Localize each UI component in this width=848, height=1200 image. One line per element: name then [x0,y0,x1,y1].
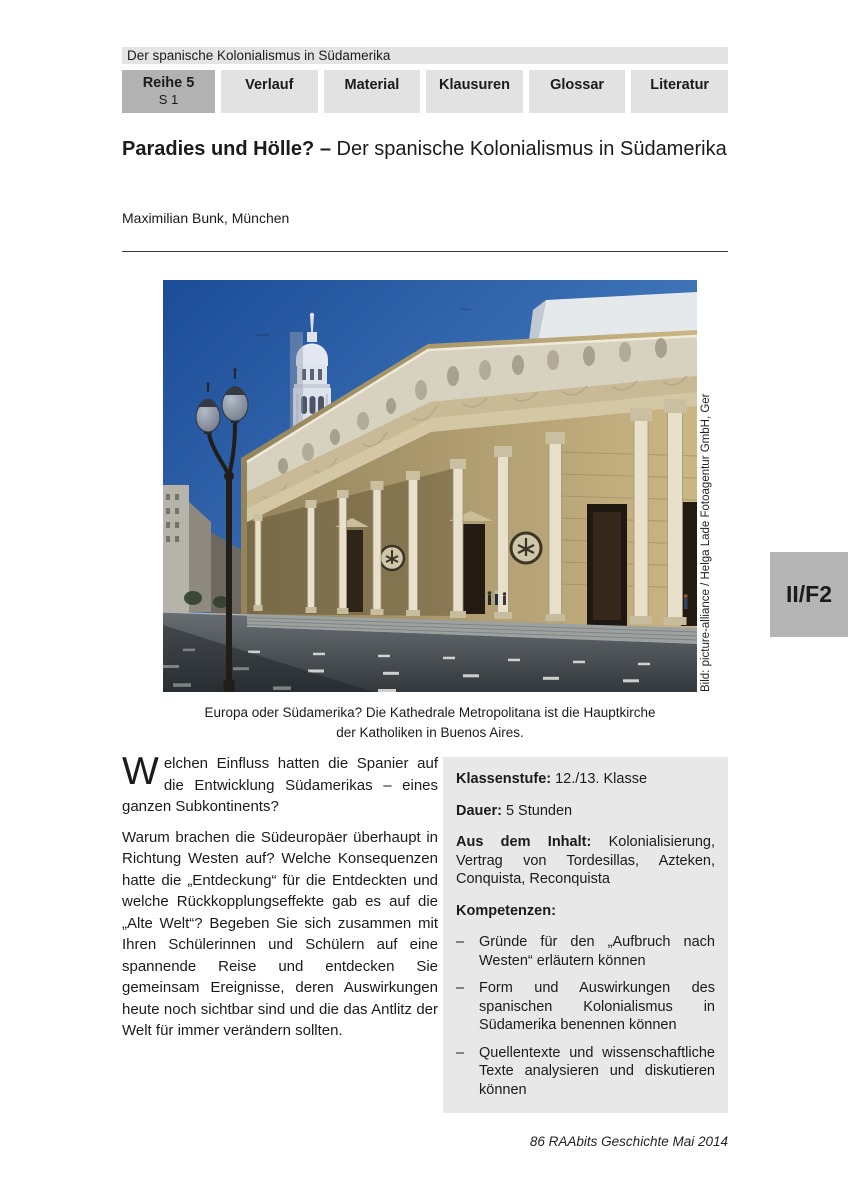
info-inhalt [456,833,715,889]
tab-reihe [122,70,215,113]
tab-glossar: Glossar [529,70,626,113]
competency-item [456,1044,715,1100]
competency-item [456,933,715,970]
page-header-strip: Der spanische Kolonialismus in Südamerika [122,47,728,64]
tab-klausuren: Klausuren [426,70,523,113]
tab-bar [122,70,728,113]
author-line: Maximilian Bunk, München [122,210,290,226]
divider-rule [122,251,728,252]
info-klassenstufe-value: 12./13. Klasse [551,771,648,787]
intro-paragraph [122,750,438,818]
competency-text: Quellentexte und wissenschaftliche Texte analysieren und diskutieren können [479,1044,715,1098]
page-title-bold: Paradies und Hölle? – [122,138,331,160]
competency-text: Gründe für den „Aufbruch nach Westen“ erläutern können [479,934,715,969]
bullet-dash: – [456,980,465,996]
info-klassenstufe [456,770,715,789]
intro-paragraph-2: Warum brachen die Südeuropäer überhaupt in Richtung Westen auf? Welche Konsequenzen hatte die „Entdeckung“ für die Entdeckten und welche Rückkopplungseffekte gab es auf die „Alte Welt“? Begeben Sie sich zusammen mit Ihren Schülerinnen und Schülern auf eine spannende Reise und entdecken Sie gemeinsam Ereignisse, deren Auswirkungen heute noch sichtbar sind und die das Antlitz der Welt für immer verändern sollten. [122,828,438,1039]
photo-caption-line1: Europa oder Südamerika? Die Kathedrale Metropolitana ist die Hauptkirche [204,705,656,720]
page-footer: 86 RAAbits Geschichte Mai 2014 [529,1134,728,1149]
dropcap: W [122,750,159,793]
tab-reihe-label: Reihe 5 [142,75,195,91]
info-kompetenzen-label: Kompetenzen: [456,902,556,919]
info-inhalt-label: Aus dem Inhalt: [456,834,592,850]
page-title-rest: Der spanische Kolonialismus in Südamerika [330,138,727,160]
info-inhalt-value: Kolonialisierung, Vertrag von Tordesillas, Azteken, Conquista, Reconquista [456,834,715,887]
competency-item [456,979,715,1035]
info-dauer-value: 5 Stunden [501,802,573,819]
intro-column [122,750,438,1051]
photo-caption [163,703,697,743]
tab-material: Material [324,70,421,113]
page-title [122,136,728,163]
cathedral-photo [163,280,697,692]
competency-text: Form und Auswirkungen des spanischen Kolonialismus in Südamerika benennen können [479,980,715,1033]
tab-literatur: Literatur [631,70,728,113]
photo-credit: Bild: picture-alliance / Helga Lade Fotoagentur GmbH, Ger [700,393,712,692]
bullet-dash: – [456,1044,465,1061]
section-tab: II/F2 [770,552,848,637]
photo-caption-line2: der Katholiken in Buenos Aires. [336,725,524,740]
tab-verlauf: Verlauf [221,70,318,113]
intro-text: elchen Einfluss hatten die Spanier auf die Entwicklung Südamerikas – eines ganzen Subkontinents? [122,755,438,815]
tab-reihe-sub: S 1 [158,92,179,107]
info-box [443,757,728,1113]
info-dauer [456,802,715,821]
bullet-dash: – [456,934,465,950]
info-dauer-label: Dauer: [456,802,502,819]
info-klassenstufe-label: Klassenstufe: [456,771,552,787]
info-kompetenzen-heading [456,902,715,921]
